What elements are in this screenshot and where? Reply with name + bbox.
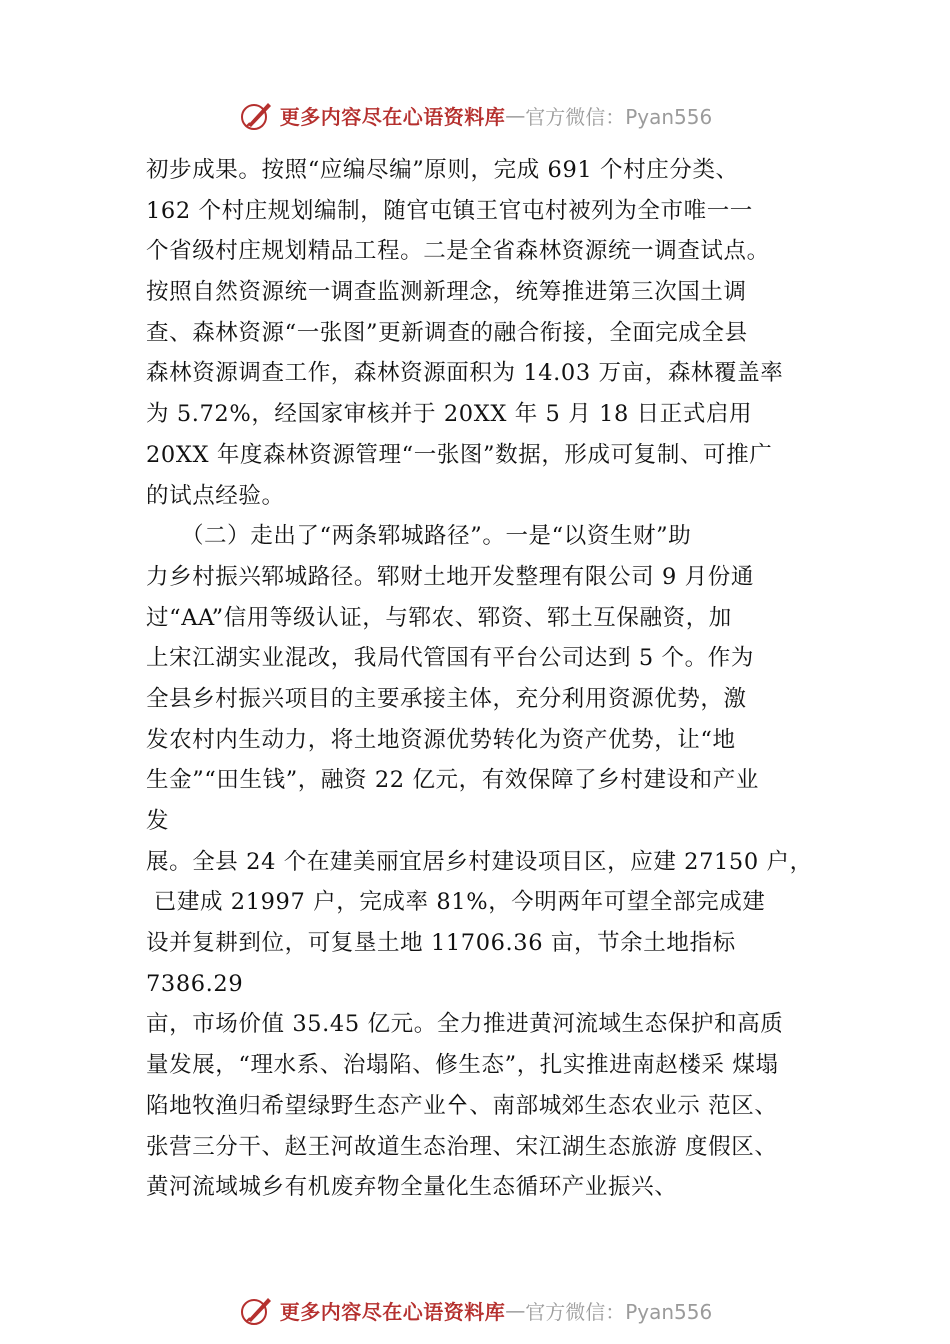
section-heading-line: （二）走出了“两条郓城路径”。一是“以资生财”助 [146, 523, 692, 550]
header-watermark [0, 95, 950, 135]
text-line: 7386.29 [146, 970, 244, 997]
text-line: 发农村内生动力，将土地资源优势转化为资产优势，让“地 [146, 726, 736, 753]
text-line: 全县乡村振兴项目的主要承接主体，充分利用资源优势，激 [146, 685, 747, 712]
text-line: 已建成 21997 户，完成率 81%，今明两年可望全部完成建 [146, 889, 766, 916]
text-line: 张营三分干、赵王河故道生态治理、宋江湖生态旅游 度假区、 [146, 1133, 778, 1160]
quill-pen-logo-icon [238, 1292, 274, 1328]
text-line: 按照自然资源统一调查监测新理念，统筹推进第三次国土调 [146, 279, 747, 306]
text-line: 上宋江湖实业混改，我局代管国有平台公司达到 5 个。作为 [146, 645, 754, 672]
text-line: 个省级村庄规划精品工程。二是全省森林资源统一调查试点。 [146, 238, 770, 265]
document-body [146, 150, 846, 1208]
text-line: 162 个村庄规划编制，随官屯镇王官屯村被列为全市唯一一 [146, 197, 753, 224]
text-line: 展。全县 24 个在建美丽宜居乡村建设项目区，应建 27150 户， [146, 848, 813, 875]
banner-wechat-text: 官方微信：Pyan556 [525, 104, 713, 129]
banner-separator: — [505, 1298, 526, 1322]
text-line: 陷地牧渔归希望绿野生态产业㐃、南部城郊生态农业示 范区、 [146, 1092, 778, 1119]
text-line: 为 5.72%，经国家审核并于 20XX 年 5 月 18 日正式启用 [146, 401, 753, 428]
text-line: 查、森林资源“一张图”更新调查的融合衔接，全面完成全县 [146, 319, 748, 346]
text-line: 发 [146, 808, 170, 834]
text-line: 生金”“田生钱”，融资 22 亿元，有效保障了乡村建设和产业 [146, 767, 759, 794]
text-line: 的试点经验。 [146, 482, 285, 509]
text-line: 亩，市场价值 35.45 亿元。全力推进黄河流域生态保护和高质 [146, 1011, 784, 1038]
text-line: 量发展，“理水系、治塌陷、修生态”，扎实推进南赵楼采 煤塌 [146, 1052, 779, 1079]
banner-lead-text: 更多内容尽在心语资料库 [279, 104, 506, 129]
banner-wechat-text: 官方微信：Pyan556 [525, 1299, 713, 1324]
banner-separator: — [505, 103, 526, 127]
text-line: 黄河流域城乡有机废弃物全量化生态循环产业振兴、 [146, 1174, 678, 1201]
text-line: 过“AA”信用等级认证，与郓农、郓资、郓土互保融资，加 [146, 604, 732, 631]
text-line: 20XX 年度森林资源管理“一张图”数据，形成可复制、可推广 [146, 441, 773, 468]
footer-watermark [0, 1290, 950, 1330]
text-line: 森林资源调查工作，森林资源面积为 14.03 万亩，森林覆盖率 [146, 360, 784, 387]
text-line: 力乡村振兴郓城路径。郓财土地开发整理有限公司 9 月份通 [146, 563, 754, 590]
quill-pen-logo-icon [238, 97, 274, 133]
text-line: 设并复耕到位，可复垦土地 11706.36 亩，节余土地指标 [146, 930, 736, 957]
text-line: 初步成果。按照“应编尽编”原则，完成 691 个村庄分类、 [146, 157, 739, 183]
banner-lead-text: 更多内容尽在心语资料库 [279, 1299, 506, 1324]
